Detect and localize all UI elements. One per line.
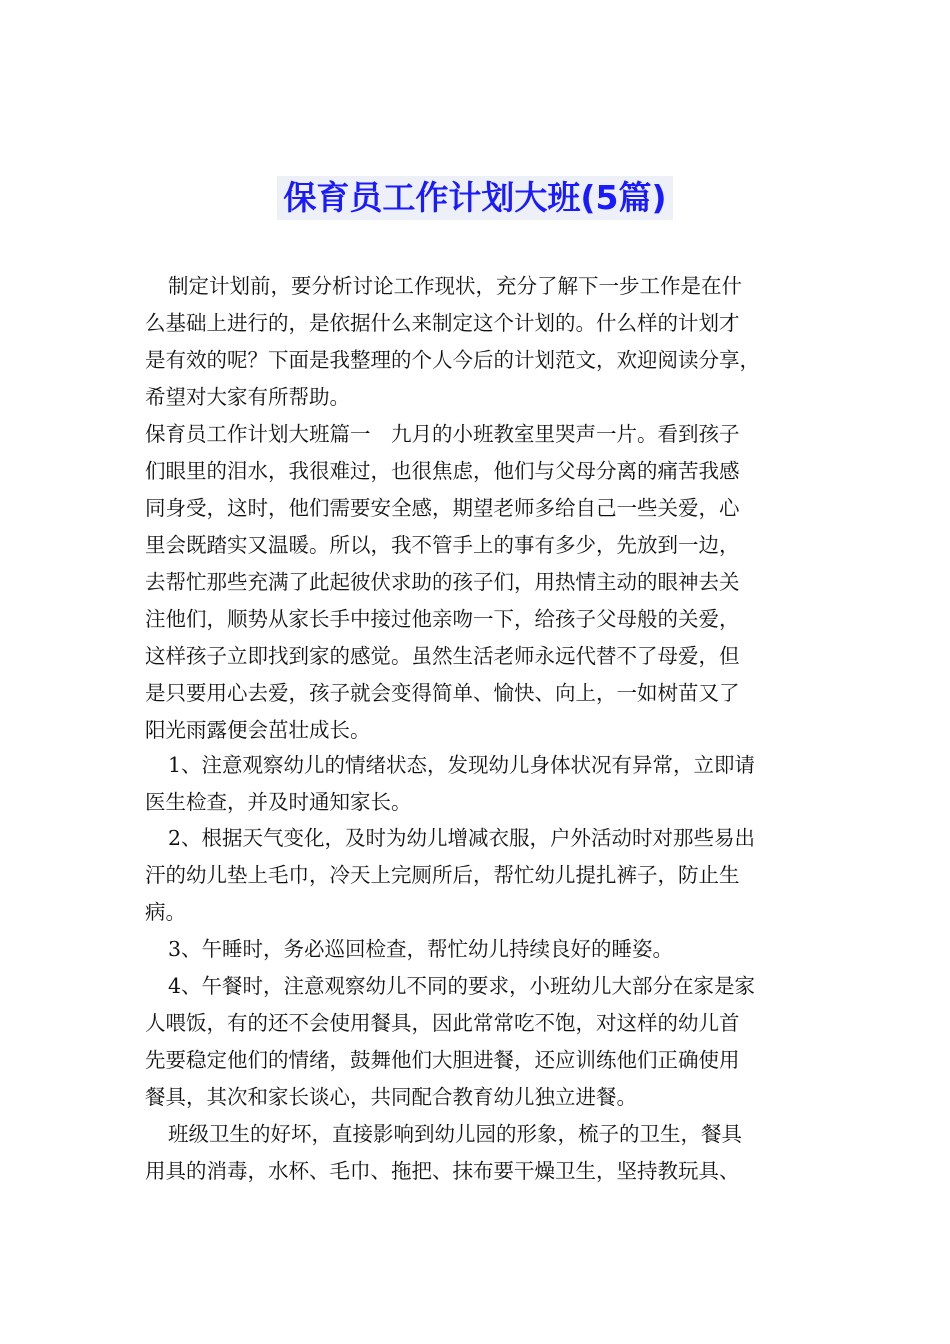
text-line: 用具的消毒，水杯、毛巾、拖把、抹布要干燥卫生，坚持教玩具、 bbox=[145, 1159, 740, 1183]
document-body bbox=[145, 268, 825, 1190]
list-item-1 bbox=[145, 747, 825, 821]
text-line: 么基础上进行的，是依据什么来制定这个计划的。什么样的计划才 bbox=[145, 311, 740, 335]
section-one-paragraph bbox=[145, 416, 825, 749]
text-line: 希望对大家有所帮助。 bbox=[145, 385, 350, 409]
text-line: 保育员工作计划大班篇一 九月的小班教室里哭声一片。看到孩子 bbox=[145, 422, 740, 446]
text-line: 人喂饭，有的还不会使用餐具，因此常常吃不饱，对这样的幼儿首 bbox=[145, 1011, 740, 1035]
intro-paragraph bbox=[145, 268, 825, 416]
text-line: 1、注意观察幼儿的情绪状态，发现幼儿身体状况有异常，立即请 bbox=[168, 753, 756, 777]
text-line: 餐具，其次和家长谈心，共同配合教育幼儿独立进餐。 bbox=[145, 1085, 637, 1109]
text-line: 制定计划前，要分析讨论工作现状，充分了解下一步工作是在什 bbox=[168, 274, 742, 298]
title-area bbox=[0, 176, 950, 220]
document-title: 保育员工作计划大班(5篇) bbox=[277, 176, 672, 220]
text-line: 阳光雨露便会茁壮成长。 bbox=[145, 718, 371, 742]
list-item-3 bbox=[145, 931, 825, 968]
list-item-4 bbox=[145, 968, 825, 1116]
text-line: 们眼里的泪水，我很难过，也很焦虑，他们与父母分离的痛苦我感 bbox=[145, 459, 740, 483]
text-line: 4、午餐时，注意观察幼儿不同的要求，小班幼儿大部分在家是家 bbox=[168, 974, 756, 998]
text-line: 3、午睡时，务必巡回检查，帮忙幼儿持续良好的睡姿。 bbox=[168, 937, 674, 961]
text-line: 去帮忙那些充满了此起彼伏求助的孩子们，用热情主动的眼神去关 bbox=[145, 570, 740, 594]
list-item-2 bbox=[145, 820, 825, 931]
text-line: 班级卫生的好坏，直接影响到幼儿园的形象，梳子的卫生，餐具 bbox=[168, 1122, 742, 1146]
text-line: 汗的幼儿垫上毛巾，冷天上完厕所后，帮忙幼儿提扎裤子，防止生 bbox=[145, 863, 740, 887]
text-line: 同身受，这时，他们需要安全感，期望老师多给自己一些关爱，心 bbox=[145, 496, 740, 520]
text-line: 先要稳定他们的情绪，鼓舞他们大胆进餐，还应训练他们正确使用 bbox=[145, 1048, 740, 1072]
text-line: 是有效的呢？下面是我整理的个人今后的计划范文，欢迎阅读分享， bbox=[145, 348, 760, 372]
text-line: 这样孩子立即找到家的感觉。虽然生活老师永远代替不了母爱，但 bbox=[145, 644, 740, 668]
text-line: 2、根据天气变化，及时为幼儿增减衣服，户外活动时对那些易出 bbox=[168, 826, 756, 850]
text-line: 注他们，顺势从家长手中接过他亲吻一下，给孩子父母般的关爱， bbox=[145, 607, 740, 631]
text-line: 病。 bbox=[145, 900, 186, 924]
text-line: 里会既踏实又温暖。所以，我不管手上的事有多少，先放到一边， bbox=[145, 533, 740, 557]
hygiene-paragraph bbox=[145, 1116, 825, 1190]
text-line: 是只要用心去爱，孩子就会变得简单、愉快、向上，一如树苗又了 bbox=[145, 681, 740, 705]
text-line: 医生检查，并及时通知家长。 bbox=[145, 790, 412, 814]
